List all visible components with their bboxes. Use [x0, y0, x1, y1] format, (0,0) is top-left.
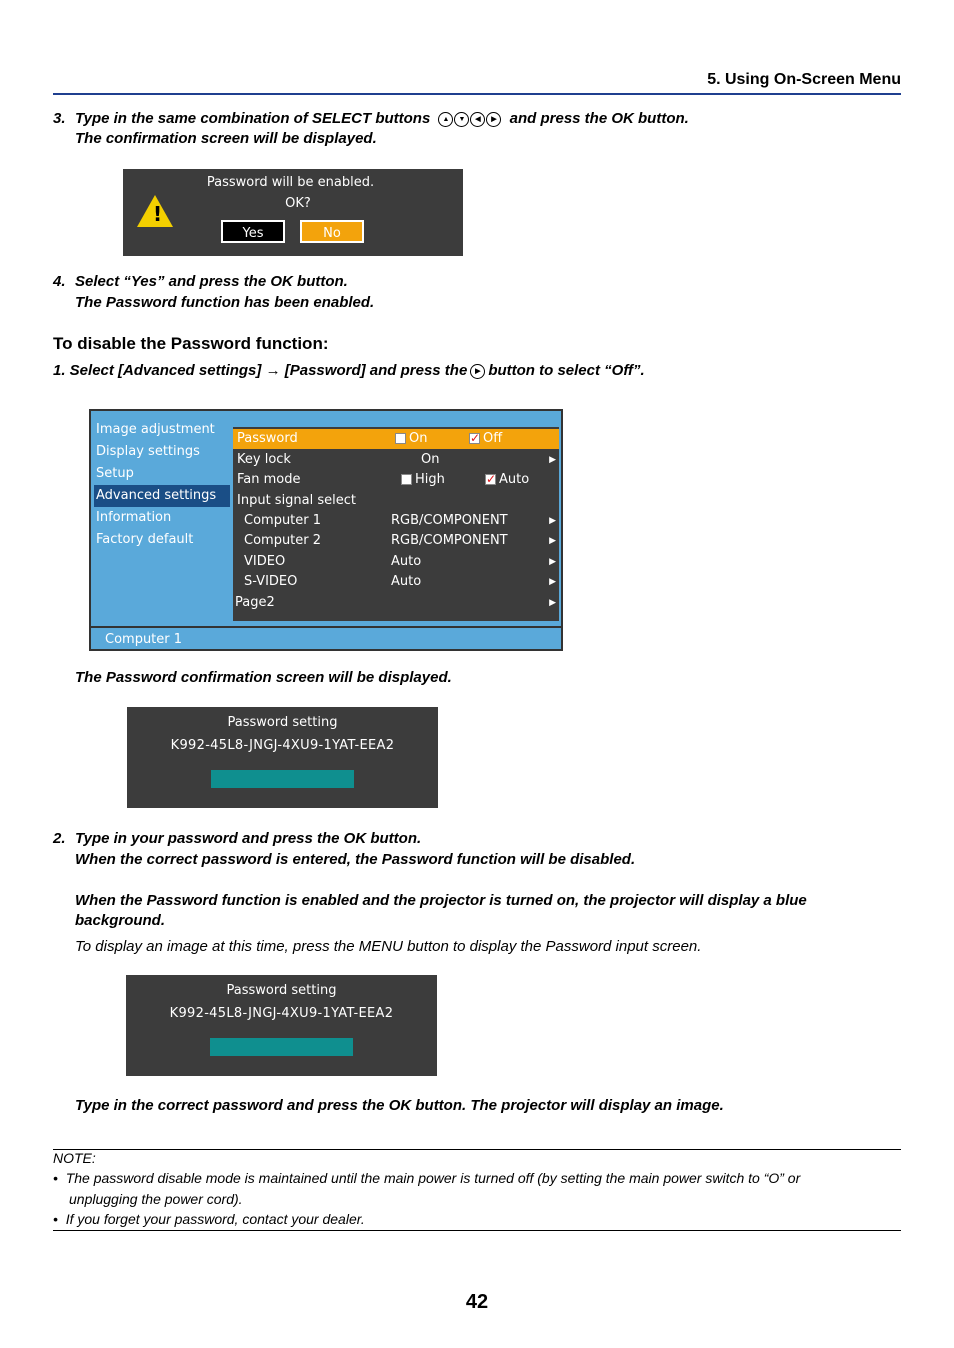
menu-item-image-adjustment[interactable]: Image adjustment	[96, 422, 215, 437]
checkbox-on[interactable]	[395, 433, 406, 444]
password-input-dialog	[126, 975, 437, 1076]
final-instruction: Type in the correct password and press the OK button. The projector will display an image.	[75, 1097, 724, 1114]
note-top-rule	[53, 1149, 901, 1150]
row-label: Password	[237, 431, 298, 446]
row-fan-mode[interactable]	[233, 470, 559, 490]
select-arrow-icons	[438, 112, 501, 127]
row-label: Computer 2	[244, 533, 322, 548]
row-label: Input signal select	[237, 493, 357, 508]
row-value: Auto	[391, 554, 422, 569]
row-video[interactable]	[233, 552, 559, 572]
row-key-lock[interactable]	[233, 450, 559, 470]
step-4-line-2: The Password function has been enabled.	[75, 294, 375, 311]
password-enable-dialog	[123, 169, 463, 256]
disable-step-1	[53, 360, 645, 381]
row-value: On	[421, 452, 440, 467]
arrow-right-icon: →	[265, 362, 281, 379]
no-button[interactable]: No	[300, 220, 364, 243]
right-arrow-icon: ▶	[470, 364, 485, 379]
menu-item-display-settings[interactable]: Display settings	[96, 444, 200, 459]
row-value: RGB/COMPONENT	[391, 533, 508, 548]
row-input-signal-select	[233, 491, 559, 511]
option-high: High	[415, 472, 445, 487]
note-item-2-text: If you forget your password, contact your dealer.	[65, 1211, 365, 1227]
step-number: 4.	[53, 273, 66, 290]
row-label: Fan mode	[237, 472, 301, 487]
row-password[interactable]	[233, 429, 559, 449]
row-computer-1[interactable]	[233, 511, 559, 531]
password-input[interactable]	[210, 1038, 353, 1056]
dialog-title: Password setting	[227, 715, 338, 730]
disable-step-1-text-b: [Password] and press the	[284, 362, 468, 379]
row-label: Key lock	[237, 452, 291, 467]
bullet: •	[53, 1211, 58, 1227]
menu-item-factory-default[interactable]: Factory default	[96, 532, 194, 547]
step-2-text: Type in your password and press the OK button.	[75, 830, 422, 847]
row-label: S-VIDEO	[244, 574, 298, 589]
step-3-line-2: The confirmation screen will be displayed.	[75, 130, 377, 147]
password-code: K992-45L8-JNGJ-4XU9-1YAT-EEA2	[169, 1006, 394, 1021]
blue-bg-line-3: To display an image at this time, press the MENU button to display the Password input screen.	[75, 938, 702, 955]
menu-item-setup[interactable]: Setup	[96, 466, 134, 481]
menu-sidebar	[94, 419, 230, 551]
row-label: Page2	[235, 595, 275, 610]
blue-bg-line-1: When the Password function is enabled and the projector is turned on, the projector will display a blue	[75, 892, 807, 909]
step-2-line-1	[53, 828, 421, 849]
option-on: On	[409, 431, 428, 446]
step-3-line-1	[53, 108, 689, 129]
disable-step-1-text-a: 1. Select [Advanced settings]	[53, 362, 262, 379]
note-item-2	[53, 1209, 365, 1230]
chevron-right-icon: ▶	[549, 577, 556, 587]
row-s-video[interactable]	[233, 572, 559, 592]
chevron-right-icon: ▶	[549, 598, 556, 608]
note-item-1-text: The password disable mode is maintained until the main power is turned off (by setting the main power switch to “O” or	[65, 1170, 801, 1186]
step-4-line-1	[53, 271, 348, 292]
password-input[interactable]	[211, 770, 354, 788]
note-item-1	[53, 1168, 800, 1189]
step-4-text: Select “Yes” and press the OK button.	[75, 273, 348, 290]
menu-item-advanced-settings[interactable]: Advanced settings	[94, 485, 230, 507]
row-computer-2[interactable]	[233, 531, 559, 551]
menu-status-bar: Computer 1	[91, 626, 561, 649]
password-code: K992-45L8-JNGJ-4XU9-1YAT-EEA2	[170, 738, 395, 753]
row-label: VIDEO	[244, 554, 286, 569]
step-number: 3.	[53, 110, 66, 127]
menu-item-information[interactable]: Information	[96, 510, 172, 525]
chevron-right-icon: ▶	[549, 557, 556, 567]
dialog-message: Password will be enabled.	[206, 175, 375, 190]
step-number: 2.	[53, 830, 66, 847]
confirmation-text: The Password confirmation screen will be displayed.	[75, 669, 452, 686]
note-item-1-cont: unplugging the power cord).	[69, 1191, 243, 1207]
down-arrow-icon: ▼	[454, 112, 469, 127]
menu-panel	[233, 427, 559, 621]
option-auto: Auto	[499, 472, 530, 487]
page-number: 42	[465, 1291, 489, 1313]
option-off: Off	[483, 431, 503, 446]
disable-step-1-text-c: button to select “Off”.	[488, 362, 645, 379]
row-page2[interactable]	[233, 593, 559, 613]
blue-bg-line-2: background.	[75, 912, 166, 929]
chevron-right-icon: ▶	[549, 516, 556, 526]
checkbox-high[interactable]	[401, 474, 412, 485]
advanced-settings-menu	[89, 409, 563, 651]
row-label: Computer 1	[244, 513, 322, 528]
dialog-question: OK?	[285, 196, 311, 211]
password-setting-dialog	[127, 707, 438, 808]
left-arrow-icon: ◀	[470, 112, 485, 127]
dialog-title: Password setting	[226, 983, 337, 998]
row-value: Auto	[391, 574, 422, 589]
note-bottom-rule	[53, 1230, 901, 1231]
right-arrow-icon: ▶	[486, 112, 501, 127]
checkbox-off-checked[interactable]	[469, 433, 480, 444]
chevron-right-icon: ▶	[549, 455, 556, 465]
checkbox-auto-checked[interactable]	[485, 474, 496, 485]
row-value: RGB/COMPONENT	[391, 513, 508, 528]
bullet: •	[53, 1170, 58, 1186]
header-rule	[53, 93, 901, 95]
note-label: NOTE:	[53, 1150, 96, 1166]
warning-exclamation-icon: !	[153, 202, 163, 226]
step-2-line-2: When the correct password is entered, the Password function will be disabled.	[75, 851, 636, 868]
up-arrow-icon: ▲	[438, 112, 453, 127]
disable-heading: To disable the Password function:	[53, 334, 329, 353]
section-title: 5. Using On-Screen Menu	[707, 71, 901, 88]
step-3-text-b: and press the OK button.	[509, 110, 689, 127]
step-3-text-a: Type in the same combination of SELECT buttons	[75, 110, 431, 127]
yes-button[interactable]: Yes	[221, 220, 285, 243]
chevron-right-icon: ▶	[549, 536, 556, 546]
